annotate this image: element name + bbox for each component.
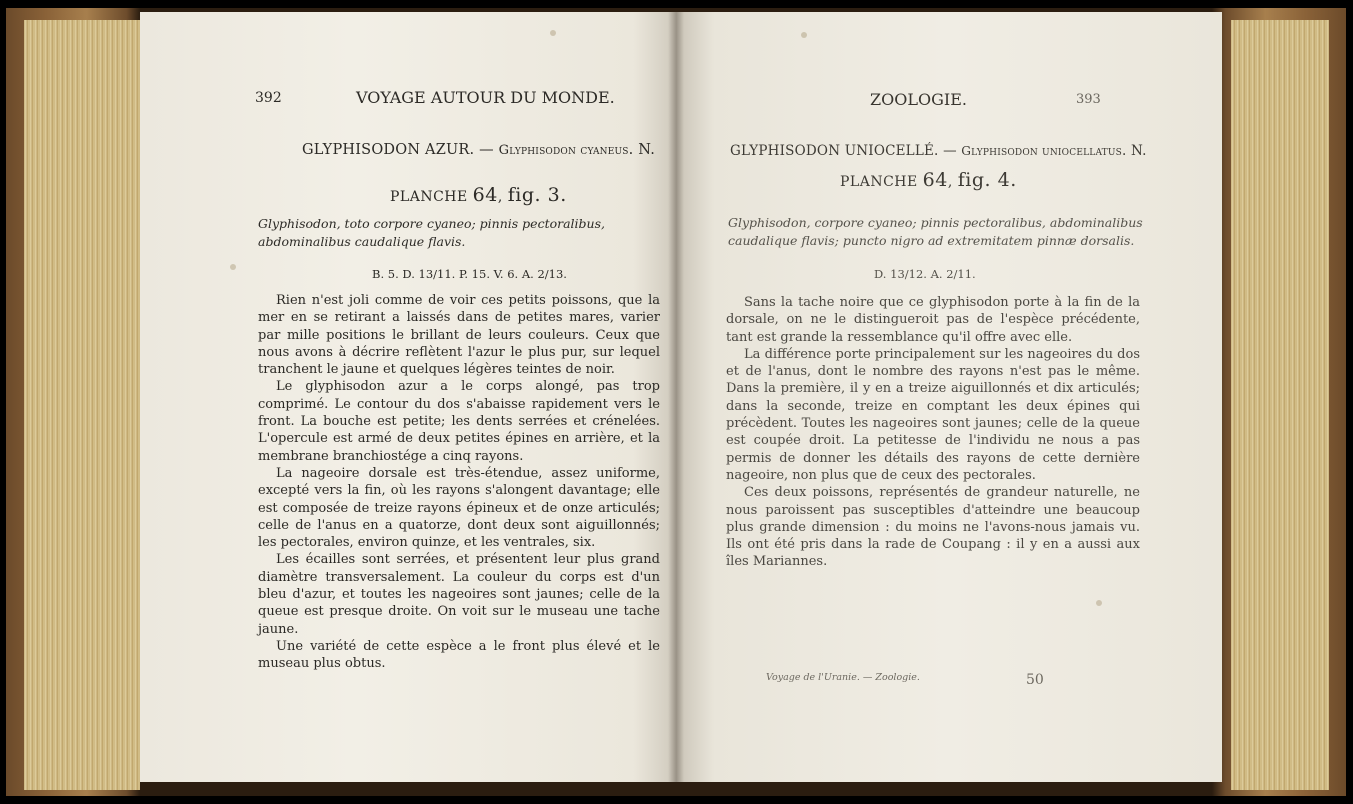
plate-label: PLANCHE xyxy=(840,174,918,190)
species-author: N. xyxy=(1131,143,1147,159)
left-page xyxy=(140,12,676,782)
running-title: VOYAGE AUTOUR DU MONDE. xyxy=(356,88,615,107)
page-edges-left xyxy=(24,20,140,790)
latin-description: Glyphisodon, toto corpore cyaneo; pinnis pectoralibus, abdominalibus caudalique flavis. xyxy=(258,216,605,249)
plate-reference: PLANCHE 64, fig. 3. xyxy=(390,184,567,206)
paper-spot xyxy=(1096,600,1102,606)
species-heading: GLYPHISODON UNIOCELLÉ. — Glyphisodon uniocellatus. N. xyxy=(730,143,1147,159)
fin-formula: D. 13/12. A. 2/11. xyxy=(874,267,976,281)
species-name-french: GLYPHISODON UNIOCELLÉ. xyxy=(730,143,939,159)
paper-spot xyxy=(550,30,556,36)
page-number: 393 xyxy=(1076,92,1101,107)
page-footer: Voyage de l'Uranie. — Zoologie. xyxy=(766,672,920,683)
paragraph: Les écailles sont serrées, et présentent leur plus grand diamètre transversalement. La couleur du corps est d'un bleu d'azur, et toutes les nageoires sont jaunes; celle de la queue est presque droite. On voit sur le museau une tache jaune. xyxy=(258,552,660,637)
paragraph: Une variété de cette espèce a le front plus élevé et le museau plus obtus. xyxy=(258,638,660,672)
species-author: N. xyxy=(638,142,656,158)
paragraph: Le glyphisodon azur a le corps alongé, pas trop comprimé. Le contour du dos s'abaisse rapidement vers le front. La bouche est petite; les dents serrées et crénelées. L'opercule est armé de deux petites épines en arrière, et la membrane branchiostége a cinq rayons. xyxy=(258,379,660,464)
body-text xyxy=(258,292,660,673)
paper-spot xyxy=(230,264,236,270)
running-title: ZOOLOGIE. xyxy=(870,90,967,109)
page-number: 392 xyxy=(255,90,282,106)
paragraph: Ces deux poissons, représentés de grandeur naturelle, ne nous paroissent pas susceptibles d'atteindre une beaucoup plus grande dimension : du moins ne l'avons-nous jamais vu. Ils ont été pris dans la rade de Coupang : il y en a aussi aux îles Mariannes. xyxy=(726,485,1140,570)
species-separator: — xyxy=(943,143,957,159)
paper-spot xyxy=(801,32,807,38)
fin-formula: B. 5. D. 13/11. P. 15. V. 6. A. 2/13. xyxy=(372,267,567,281)
latin-description: Glyphisodon, corpore cyaneo; pinnis pectoralibus, abdominalibus caudalique flavis; puncto nigro ad extremitatem pinnæ dorsalis. xyxy=(728,215,1143,248)
plate-figure: fig. 4. xyxy=(957,169,1017,191)
plate-number: 64 xyxy=(472,184,498,206)
paragraph: Rien n'est joli comme de voir ces petits poissons, que la mer en se retirant a laissés dans de petites mares, varier par mille positions le brillant de leurs couleurs. Ceux que nous avons à décrire reflètent l'azur le plus pur, sur lequel tranchent le jaune et quelques légères teintes de noir. xyxy=(258,293,660,378)
paragraph: La différence porte principalement sur les nageoires du dos et de l'anus, dont le nombre des rayons n'est pas le même. Dans la première, il y en a treize aiguillonnés et dix articulés; dans la seconde, treize en comptant les deux épines qui précèdent. Toutes les nageoires sont jaunes; celle de la queue est coupée droit. La petitesse de l'individu ne nous a pas permis de donner les détails des rayons de cette dernière nageoire, non plus que de ceux des pectorales. xyxy=(726,346,1140,483)
plate-reference: PLANCHE 64, fig. 4. xyxy=(840,169,1017,191)
paragraph: Sans la tache noire que ce glyphisodon porte à la fin de la dorsale, on ne le distingueroit pas de l'espèce précédente, tant est grande la ressemblance qu'il offre avec elle. xyxy=(726,295,1140,345)
page-edges-right xyxy=(1231,20,1329,790)
species-name-french: GLYPHISODON AZUR. xyxy=(302,142,475,158)
species-separator: — xyxy=(479,142,494,158)
book-gutter xyxy=(668,12,684,782)
species-name-latin: Glyphisodon uniocellatus xyxy=(961,144,1123,158)
body-text xyxy=(726,294,1140,571)
species-name-latin: Glyphisodon cyaneus xyxy=(498,143,629,158)
plate-number: 64 xyxy=(922,169,948,191)
right-page xyxy=(676,12,1222,782)
species-heading: GLYPHISODON AZUR. — Glyphisodon cyaneus. N. xyxy=(302,142,656,158)
plate-figure: fig. 3. xyxy=(507,184,567,206)
paragraph: La nageoire dorsale est très-étendue, assez uniforme, excepté vers la fin, où les rayons s'alongent davantage; elle est composée de treize rayons épineux et de onze articulés; celle de l'anus en a quatorze, dont deux sont aiguillonnés; les pectorales, environ quinze, et les ventrales, six. xyxy=(258,465,660,551)
signature-mark: 50 xyxy=(1026,672,1044,688)
plate-label: PLANCHE xyxy=(390,189,468,205)
